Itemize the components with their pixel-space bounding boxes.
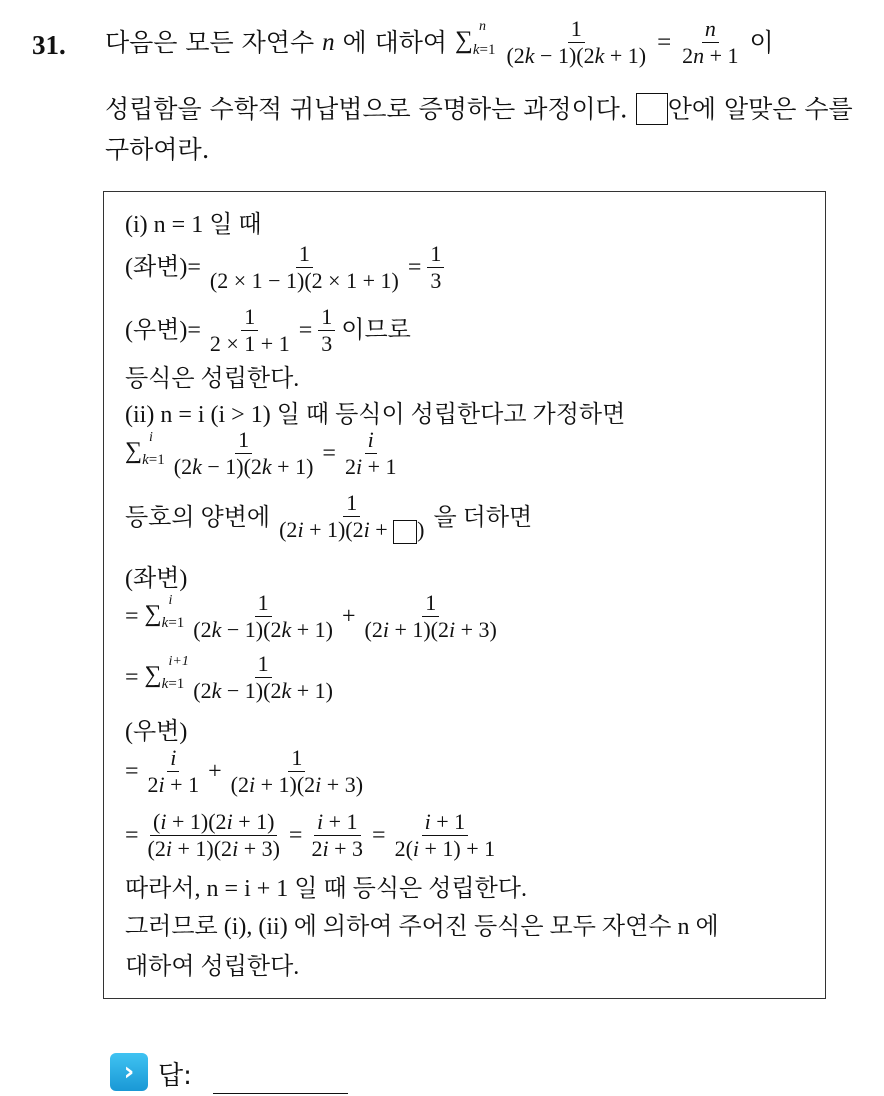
- case1-holds: 등식은 성립한다.: [125, 366, 300, 392]
- therefore-line: 따라서, n = i + 1 일 때 등식은 성립한다.: [125, 876, 527, 902]
- question-line-2: 성립함을 수학적 귀납법으로 증명하는 과정이다. 안에 알맞은 수를: [105, 94, 853, 124]
- add-both-sides: 등호의 양변에 $\frac{1}{(2i + 1)(2i + )}$ 을 더하면: [125, 490, 533, 542]
- lhs-step-2: = ∑ i+1 $_{k=1}$ $\frac{1}{(2k - 1)(2k + 1)}$: [125, 651, 333, 703]
- main-fraction: $\frac{1}{(2k - 1)(2k + 1)}$: [506, 16, 647, 68]
- case1-lhs: (좌변)= $\frac{1}{(2 \times 1 - 1)(2 \times 1 + 1)}$ = $\frac{1}{3}$: [125, 243, 444, 292]
- conclusion-line-1: 그러므로 (i), (ii) 에 의하여 주어진 등식은 모두 자연수 n 에: [125, 914, 719, 940]
- conclusion-line-2: 대하여 성립한다.: [125, 954, 300, 980]
- sum-symbol: ∑ n $_{k=1}$: [455, 18, 496, 58]
- intro-n: n: [322, 29, 335, 56]
- rhs-fraction: $\frac{n}{2n + 1}$: [682, 16, 739, 68]
- case2-head: (ii) n = i (i > 1) 일 때 등식이 성립한다고 가정하면: [125, 402, 626, 428]
- case2-assumption: ∑ i $_{k=1}$ $\frac{1}{(2k - 1)(2k + 1)}$ = $\frac{i}{2i + 1}$: [125, 427, 397, 479]
- question-line-3: 구하여라.: [105, 135, 210, 164]
- question-number: 31.: [32, 30, 66, 60]
- chevron-right-icon: ›: [110, 1053, 148, 1091]
- intro-pre: 다음은 모든 자연수: [105, 28, 315, 57]
- rhs-step-2: = $\frac{(i + 1)(2i + 1)}{(2i + 1)(2i + 3)}$ = $\frac{i + 1}{2i + 3}$ = $\frac{i + 1}{2(i + 1) + 1}$: [125, 809, 496, 861]
- blank-box-proof: [393, 520, 417, 544]
- intro-end: 이: [749, 28, 774, 57]
- case1-head: (i) n = 1 일 때: [125, 212, 262, 238]
- answer-input-line[interactable]: [213, 1093, 348, 1094]
- case1-rhs: (우변)= $\frac{1}{2 \times 1 + 1}$ = $\frac{1}{3}$ 이므로: [125, 304, 411, 356]
- lhs-head: (좌변): [125, 566, 188, 592]
- question-line-1: 다음은 모든 자연수 n 에 대하여 ∑ n $_{k=1}$ $\frac{1}{(2k - 1)(2k + 1)}$ = $\frac{n}{2n + 1}$ 이: [105, 16, 774, 68]
- answer-label: 답:: [158, 1061, 192, 1091]
- lhs-step-1: = ∑ i $_{k=1}$ $\frac{1}{(2k - 1)(2k + 1)}$ + $\frac{1}{(2i + 1)(2i + 3)}$: [125, 590, 497, 642]
- rhs-step-1: = $\frac{i}{2i + 1}$ + $\frac{1}{(2i + 1)(2i + 3)}$: [125, 745, 364, 797]
- rhs-head: (우변): [125, 719, 188, 745]
- intro-post: 에 대하여: [342, 28, 448, 57]
- blank-box: [636, 93, 668, 125]
